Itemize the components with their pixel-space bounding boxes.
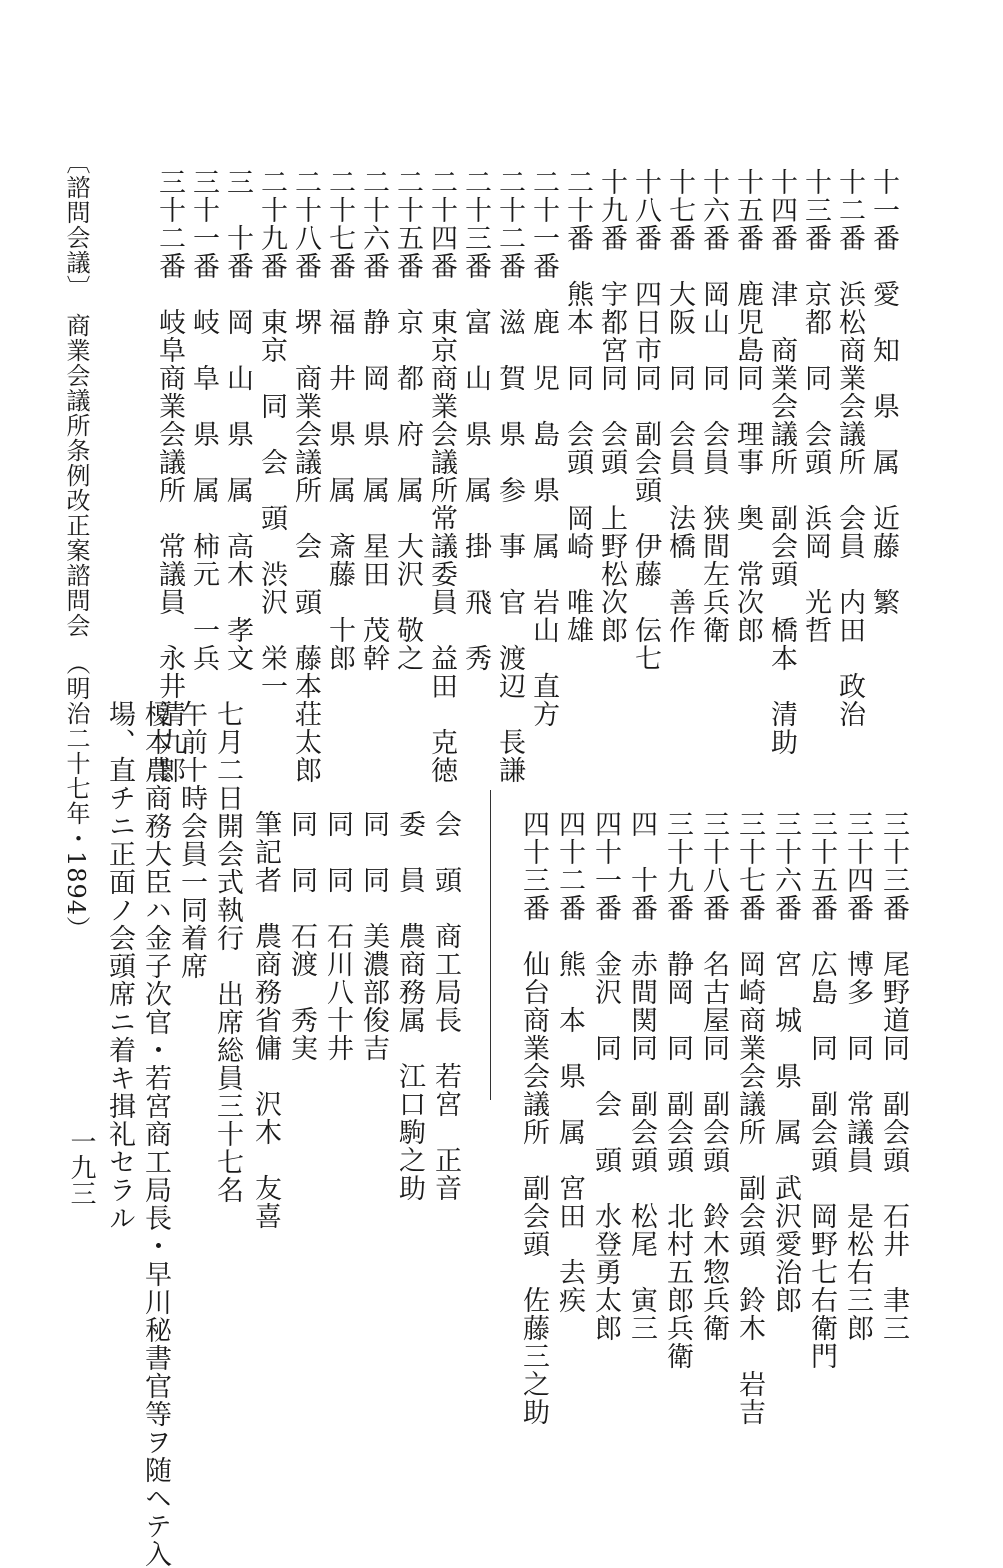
entry-upper: 三 十番 岡 山 県 属 高木 孝文 — [222, 168, 253, 672]
narrative-line: 七月二日開会式執行 出席総員三十七名 — [212, 700, 243, 1204]
entry-upper: 二十五番 京 都 府 属 大沢 敬之 — [392, 168, 423, 672]
official-entry: 同 同 石渡 秀実 — [286, 810, 317, 1062]
entry-upper: 二十二番 滋 賀 県 参 事 官 渡辺 長謙 — [494, 168, 525, 784]
entry-upper: 十三番 京都 同 会頭 浜岡 光哲 — [800, 168, 831, 644]
entry-upper: 二十八番 堺 商業会議所 会 頭 藤本荘太郎 — [290, 168, 321, 784]
entry-upper: 二十四番 東京商業会議所常議委員 益田 克徳 — [426, 168, 457, 784]
entry-lower: 三十七番 岡崎商業会議所 副会頭 鈴木 岩吉 — [734, 810, 765, 1426]
entry-lower: 三十五番 広島 同 副会頭 岡野七右衛門 — [806, 810, 837, 1370]
official-entry: 会 頭 商工局長 若宮 正音 — [430, 810, 461, 1202]
entry-lower: 四 十番 赤間関同 副会頭 松尾 寅三 — [626, 810, 657, 1342]
entry-upper: 十七番 大阪 同 会員 法橋 善作 — [664, 168, 695, 644]
official-entry: 同 同 石川八十井 — [322, 810, 353, 1062]
narrative-line: 榎本農商務大臣ハ金子次官・若宮商工局長・早川秘書官等ヲ随ヘテ入 — [140, 700, 171, 1568]
entry-upper: 二十六番 静 岡 県 属 星田 茂幹 — [358, 168, 389, 672]
entry-lower: 三十六番 宮 城 県 属 武沢愛治郎 — [770, 810, 801, 1314]
entry-upper: 二十七番 福 井 県 属 斎藤 十郎 — [324, 168, 355, 672]
entry-lower: 四十三番 仙台商業会議所 副会頭 佐藤三之助 — [518, 810, 549, 1426]
entry-upper: 二十九番 東京 同 会 頭 渋沢 栄一 — [256, 168, 287, 700]
entry-upper: 十九番 宇都宮同 会頭 上野松次郎 — [596, 168, 627, 644]
entry-upper: 十一番 愛 知 県 属 近藤 繁 — [868, 168, 899, 616]
entry-upper: 二十番 熊本 同 会頭 岡崎 唯雄 — [562, 168, 593, 644]
entry-lower: 三十八番 名古屋同 副会頭 鈴木惣兵衛 — [698, 810, 729, 1342]
entry-upper: 十二番 浜松商業会議所 会員 内田 政治 — [834, 168, 865, 728]
entry-upper: 十六番 岡山 同 会員 狭間左兵衛 — [698, 168, 729, 644]
entry-lower: 四十二番 熊 本 県 属 宮田 去疾 — [554, 810, 585, 1314]
narrative-line: 場、直チニ正面ノ会頭席ニ着キ揖礼セラル — [104, 700, 135, 1232]
official-entry: 筆記者 農商務省傭 沢木 友喜 — [250, 810, 281, 1230]
official-entry: 同 同 美濃部俊吉 — [358, 810, 389, 1062]
entry-lower: 三十三番 尾野道同 副会頭 石井 聿三 — [878, 810, 909, 1342]
entry-upper: 十五番 鹿児島同 理事 奥 常次郎 — [732, 168, 763, 644]
entry-upper: 三十二番 岐阜商業会議所 常議員 永井清九郎 — [154, 168, 185, 784]
entry-lower: 四十一番 金沢 同 会 頭 水登勇太郎 — [590, 810, 621, 1342]
entry-upper: 二十一番 鹿 児 島 県 属 岩山 直方 — [528, 168, 559, 728]
entry-upper: 三十一番 岐 阜 県 属 柿元 一兵 — [188, 168, 219, 672]
page-number: 一九三 — [66, 1128, 96, 1206]
entry-lower: 三十四番 博多 同 常議員 是松右三郎 — [842, 810, 873, 1342]
divider-rule — [490, 790, 491, 1100]
narrative-line: 午前十時会員一同着席 — [176, 700, 207, 980]
running-header: 〔諮問会議〕 商業会議所条例改正案諮問会 （明治二十七年・1894） — [62, 150, 90, 942]
official-entry: 委 員 農商務属 江口駒之助 — [394, 810, 425, 1202]
entry-upper: 十四番 津 商業会議所 副会頭 橋本 清助 — [766, 168, 797, 756]
entry-upper: 二十三番 富 山 県 属 掛 飛 秀 — [460, 168, 491, 672]
entry-upper: 十八番 四日市同 副会頭 伊藤 伝七 — [630, 168, 661, 672]
entry-lower: 三十九番 静岡 同 副会頭 北村五郎兵衛 — [662, 810, 693, 1370]
